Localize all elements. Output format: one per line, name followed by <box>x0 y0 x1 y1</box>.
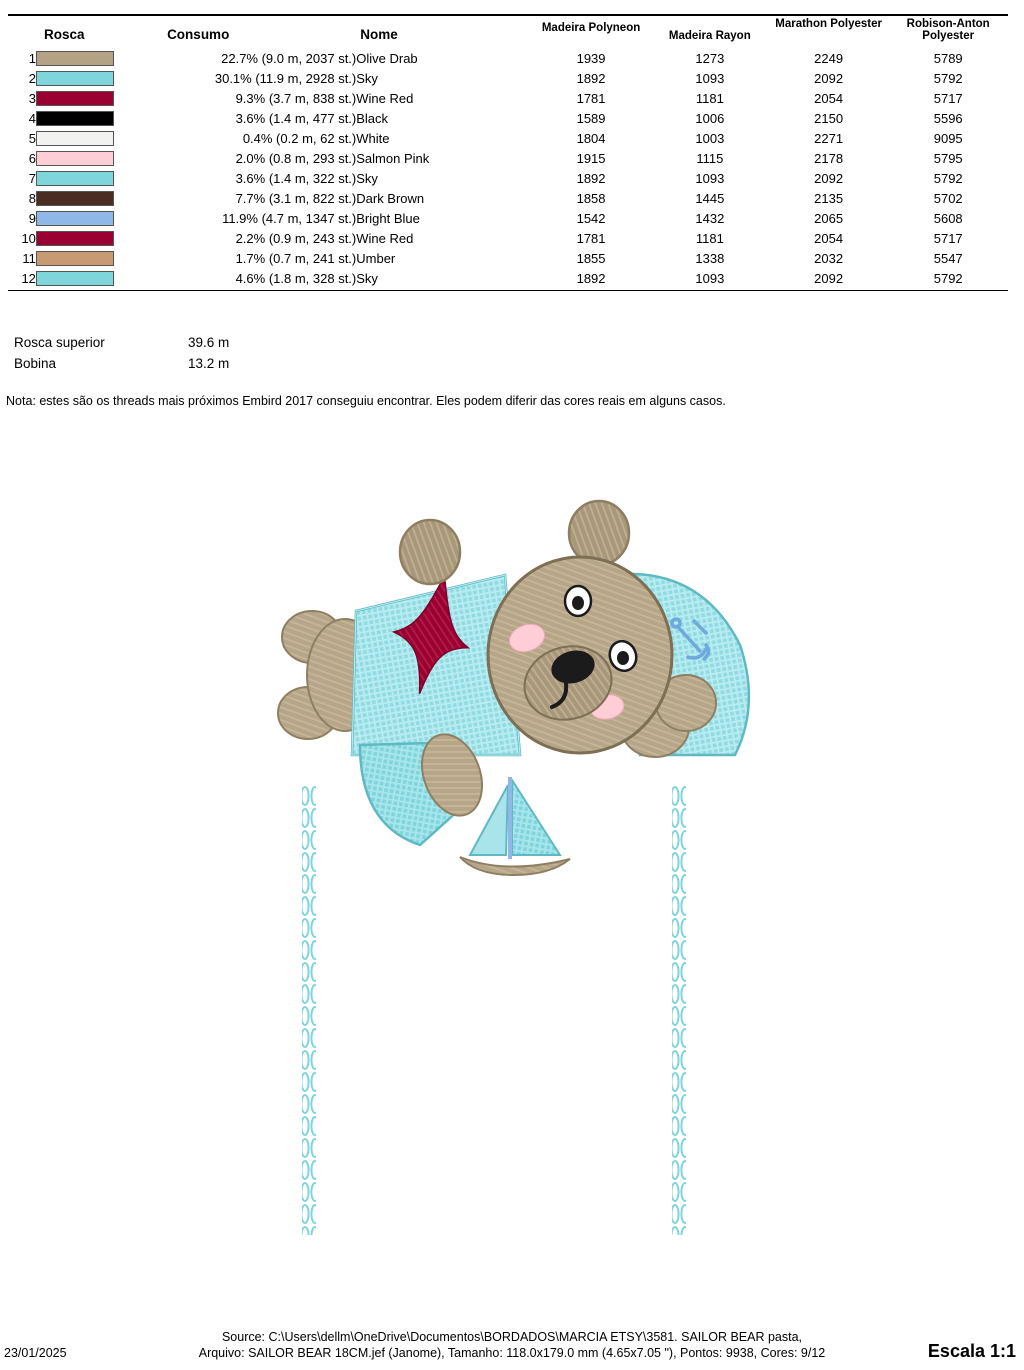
table-bottom-rule <box>8 290 1008 291</box>
thread-code-b2: 1338 <box>695 250 725 266</box>
totals-block <box>14 332 414 374</box>
thread-code-b1: 1781 <box>576 90 606 106</box>
bear-head <box>488 557 672 753</box>
thread-color-swatch-cell <box>36 248 149 268</box>
thread-name: Sky <box>356 170 378 186</box>
thread-color-swatch <box>36 171 114 186</box>
thread-index: 7 <box>28 170 36 186</box>
footer-date: 23/01/2025 <box>4 1346 67 1360</box>
thread-code-b3: 2249 <box>814 50 844 66</box>
thread-code-b2: 1445 <box>695 190 725 206</box>
thread-table-header-row <box>8 15 1008 48</box>
thread-code-b3: 2092 <box>814 170 844 186</box>
thread-index: 11 <box>22 250 36 266</box>
col-header-nome: Nome <box>356 15 531 48</box>
thread-color-swatch <box>36 51 114 66</box>
table-row <box>8 88 1008 108</box>
thread-color-swatch-cell <box>36 208 149 228</box>
thread-code-b4: 5702 <box>933 190 963 206</box>
thread-code-b2: 1181 <box>695 230 724 246</box>
table-row <box>8 208 1008 228</box>
thread-code-b4: 5596 <box>933 110 963 126</box>
thread-code-b4: 5608 <box>933 210 963 226</box>
thread-consumption: 11.9% (4.7 m, 1347 st.) <box>222 210 357 226</box>
thread-index: 5 <box>28 130 36 146</box>
thread-code-b1: 1892 <box>576 70 606 86</box>
thread-consumption: 2.2% (0.9 m, 243 st.) <box>235 230 357 246</box>
thread-name: Black <box>356 110 389 126</box>
thread-color-swatch <box>36 71 114 86</box>
thread-name: Sky <box>356 70 378 86</box>
thread-color-swatch-cell <box>36 108 149 128</box>
thread-code-b2: 1115 <box>696 150 724 166</box>
thread-name: White <box>356 130 390 146</box>
thread-index: 4 <box>28 110 36 126</box>
thread-color-swatch-cell <box>36 148 149 168</box>
thread-color-swatch <box>36 151 114 166</box>
total-upper-thread-row <box>14 332 414 353</box>
total-upper-thread-label: Rosca superior <box>14 335 105 350</box>
thread-color-swatch-cell <box>36 48 149 68</box>
table-row <box>8 228 1008 248</box>
thread-color-swatch <box>36 251 114 266</box>
col-header-robison-anton-polyester: Robison-Anton Polyester <box>888 15 1008 48</box>
thread-color-swatch-cell <box>36 188 149 208</box>
thread-color-swatch <box>36 191 114 206</box>
thread-code-b1: 1939 <box>576 50 606 66</box>
thread-code-b3: 2150 <box>814 110 844 126</box>
thread-code-b2: 1093 <box>695 270 725 286</box>
thread-code-b1: 1589 <box>576 110 606 126</box>
sailor-bear-artwork <box>0 455 1024 1265</box>
thread-code-b1: 1781 <box>576 230 606 246</box>
thread-consumption: 22.7% (9.0 m, 2037 st.) <box>221 50 357 66</box>
thread-name: Bright Blue <box>356 210 420 226</box>
table-row <box>8 188 1008 208</box>
embroidery-design-preview <box>0 455 1024 1265</box>
thread-name: Umber <box>356 250 396 266</box>
thread-color-swatch <box>36 211 114 226</box>
thread-consumption: 1.7% (0.7 m, 241 st.) <box>235 250 357 266</box>
thread-index: 1 <box>28 50 36 66</box>
thread-color-swatch-cell <box>36 128 149 148</box>
thread-code-b2: 1003 <box>695 130 725 146</box>
thread-consumption: 3.6% (1.4 m, 477 st.) <box>235 110 357 126</box>
thread-table-body <box>8 48 1008 288</box>
thread-code-b3: 2092 <box>814 70 844 86</box>
thread-code-b1: 1892 <box>576 170 606 186</box>
thread-name: Wine Red <box>356 90 414 106</box>
thread-code-b2: 1093 <box>695 170 725 186</box>
footer-file-info: Arquivo: SAILOR BEAR 18CM.jef (Janome), Tamanho: 118.0x179.0 mm (4.65x7.05 "), Pontos: 9938, Cores: 9/12 <box>198 1346 826 1360</box>
thread-color-swatch <box>36 131 114 146</box>
thread-code-b2: 1181 <box>695 90 724 106</box>
thread-code-b4: 5792 <box>933 270 963 286</box>
thread-index: 9 <box>28 210 36 226</box>
thread-table-container <box>8 14 1008 291</box>
thread-code-b2: 1006 <box>695 110 725 126</box>
thread-code-b1: 1855 <box>576 250 606 266</box>
thread-color-swatch-cell <box>36 88 149 108</box>
thread-code-b4: 5795 <box>933 150 963 166</box>
left-hanging-cord <box>302 785 316 1235</box>
thread-code-b3: 2135 <box>814 190 844 206</box>
table-row <box>8 268 1008 288</box>
thread-code-b1: 1892 <box>576 270 606 286</box>
thread-consumption: 3.6% (1.4 m, 322 st.) <box>235 170 357 186</box>
thread-index: 10 <box>21 230 36 246</box>
col-header-marathon-polyester: Marathon Polyester <box>769 15 889 48</box>
thread-code-b3: 2271 <box>814 130 844 146</box>
thread-index: 6 <box>28 150 36 166</box>
thread-table <box>8 14 1008 288</box>
thread-index: 12 <box>21 270 36 286</box>
thread-code-b1: 1804 <box>576 130 606 146</box>
thread-code-b4: 5717 <box>933 230 963 246</box>
footer-source-path: Source: C:\Users\dellm\OneDrive\Documentos\BORDADOS\MARCIA ETSY\3581. SAILOR BEAR pasta, <box>221 1330 803 1344</box>
page-footer <box>0 1322 1024 1362</box>
thread-index: 8 <box>28 190 36 206</box>
thread-color-swatch-cell <box>36 68 149 88</box>
col-header-madeira-rayon: Madeira Rayon <box>651 15 769 48</box>
total-bobbin-label: Bobina <box>14 356 57 371</box>
col-header-rosca: Rosca <box>8 15 149 48</box>
total-bobbin-row <box>14 353 414 374</box>
thread-code-b3: 2065 <box>814 210 844 226</box>
thread-index: 3 <box>28 90 36 106</box>
thread-consumption: 9.3% (3.7 m, 838 st.) <box>235 90 357 106</box>
total-bobbin-value: 13.2 m <box>188 356 230 371</box>
table-row <box>8 168 1008 188</box>
thread-color-swatch-cell <box>36 228 149 248</box>
total-upper-thread-value: 39.6 m <box>188 335 230 350</box>
thread-name: Olive Drab <box>356 50 418 66</box>
thread-consumption: 0.4% (0.2 m, 62 st.) <box>242 130 357 146</box>
thread-code-b4: 5717 <box>933 90 963 106</box>
thread-code-b2: 1432 <box>695 210 725 226</box>
thread-code-b2: 1093 <box>695 70 725 86</box>
thread-code-b4: 9095 <box>933 130 963 146</box>
thread-code-b3: 2054 <box>814 90 844 106</box>
thread-consumption: 4.6% (1.8 m, 328 st.) <box>235 270 357 286</box>
table-row <box>8 48 1008 68</box>
thread-color-swatch <box>36 271 114 286</box>
thread-name: Sky <box>356 270 378 286</box>
thread-name: Wine Red <box>356 230 414 246</box>
thread-code-b4: 5792 <box>933 70 963 86</box>
thread-index: 2 <box>28 70 36 86</box>
thread-name: Salmon Pink <box>356 150 430 166</box>
thread-code-b4: 5789 <box>933 50 963 66</box>
table-row <box>8 148 1008 168</box>
thread-color-swatch <box>36 231 114 246</box>
table-row <box>8 68 1008 88</box>
col-header-madeira-polyneon: Madeira Polyneon <box>531 15 651 48</box>
thread-color-swatch <box>36 91 114 106</box>
col-header-consumo: Consumo <box>149 15 356 48</box>
thread-code-b3: 2092 <box>814 270 844 286</box>
thread-code-b3: 2032 <box>814 250 844 266</box>
right-hanging-cord <box>672 785 686 1235</box>
thread-code-b2: 1273 <box>695 50 725 66</box>
thread-color-swatch-cell <box>36 168 149 188</box>
thread-match-note: Nota: estes são os threads mais próximos Embird 2017 conseguiu encontrar. Eles podem diferir das cores reais em alguns casos. <box>6 394 726 408</box>
thread-consumption: 7.7% (3.1 m, 822 st.) <box>235 190 357 206</box>
thread-code-b1: 1858 <box>576 190 606 206</box>
table-row <box>8 128 1008 148</box>
thread-code-b1: 1542 <box>576 210 606 226</box>
thread-table-head <box>8 15 1008 48</box>
thread-color-swatch-cell <box>36 268 149 288</box>
thread-code-b4: 5547 <box>933 250 963 266</box>
thread-name: Dark Brown <box>356 190 425 206</box>
table-row <box>8 108 1008 128</box>
thread-consumption: 2.0% (0.8 m, 293 st.) <box>235 150 357 166</box>
thread-code-b1: 1915 <box>576 150 606 166</box>
table-row <box>8 248 1008 268</box>
thread-consumption: 30.1% (11.9 m, 2928 st.) <box>214 70 357 86</box>
thread-code-b3: 2054 <box>814 230 844 246</box>
thread-code-b4: 5792 <box>933 170 963 186</box>
footer-scale-label: Escala 1:1 <box>927 1341 1016 1361</box>
thread-color-swatch <box>36 111 114 126</box>
thread-code-b3: 2178 <box>814 150 844 166</box>
